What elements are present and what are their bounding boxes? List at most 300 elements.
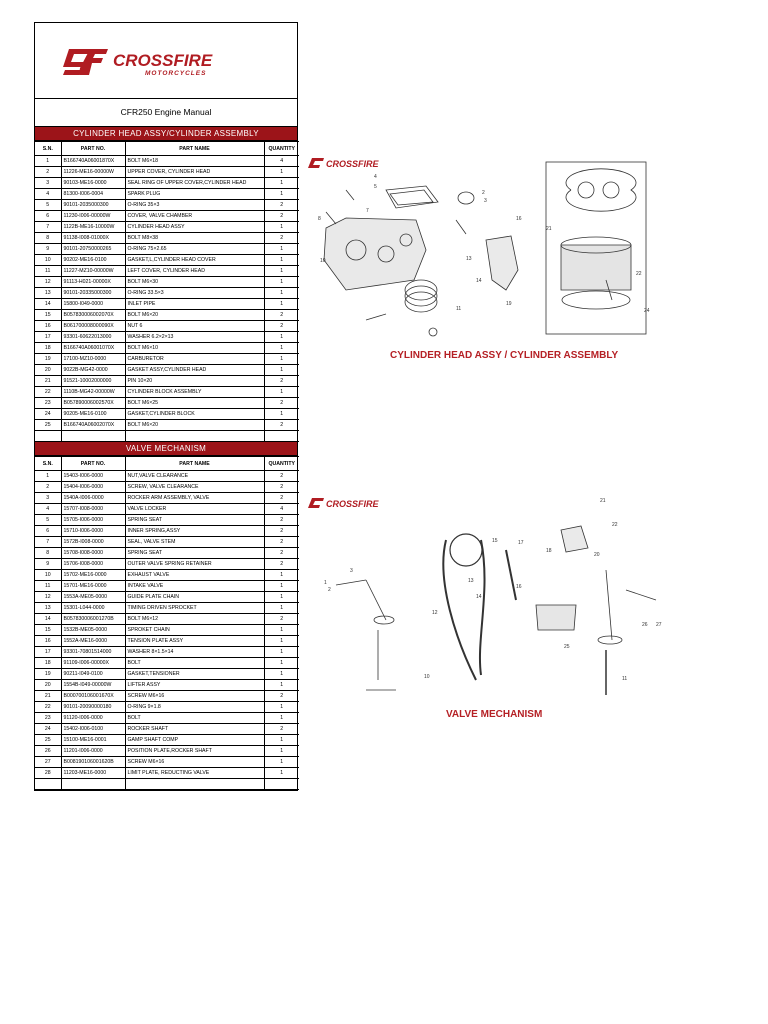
row-part-name: BOLT M6×10 <box>125 343 264 354</box>
row-part-no: B000700106001670X <box>61 691 125 702</box>
table-row <box>35 189 299 200</box>
row-part-no: 91120-I006-0000 <box>61 713 125 724</box>
row-quantity <box>264 779 299 790</box>
brand-logo-area <box>35 23 297 99</box>
row-part-name: O-RING 9×1.8 <box>125 702 264 713</box>
row-quantity: 1 <box>264 581 299 592</box>
table-row <box>35 178 299 189</box>
svg-text:2: 2 <box>482 190 485 196</box>
row-quantity: 2 <box>264 471 299 482</box>
row-part-name: GASKET ASSY,CYLINDER HEAD <box>125 365 264 376</box>
row-part-no: B057830006001270B <box>61 614 125 625</box>
row-part-no: B057890006002570X <box>61 398 125 409</box>
svg-text:4: 4 <box>374 174 377 180</box>
table-row <box>35 471 299 482</box>
row-part-name: GUIDE PLATE CHAIN <box>125 592 264 603</box>
row-part-name: SPARK PLUG <box>125 189 264 200</box>
table-row <box>35 288 299 299</box>
row-part-no <box>61 779 125 790</box>
row-part-name: EXHAUST VALVE <box>125 570 264 581</box>
row-part-name: O-RING 75×2.65 <box>125 244 264 255</box>
row-part-name: BOLT M8×38 <box>125 233 264 244</box>
row-part-no: 15100-ME16-0001 <box>61 735 125 746</box>
row-part-name: SCREW M6×16 <box>125 757 264 768</box>
row-part-name: GAMP SHAFT COMP <box>125 735 264 746</box>
row-quantity: 2 <box>264 526 299 537</box>
row-part-no: 90103-ME16-0000 <box>61 178 125 189</box>
row-sn: 20 <box>35 365 61 376</box>
table-row <box>35 779 299 790</box>
col-header-part-name: PART NAME <box>125 457 264 471</box>
row-quantity: 1 <box>264 299 299 310</box>
row-sn: 9 <box>35 559 61 570</box>
svg-text:18: 18 <box>546 548 552 554</box>
svg-text:2: 2 <box>328 587 331 593</box>
svg-text:11: 11 <box>622 676 628 682</box>
table-row <box>35 354 299 365</box>
row-quantity: 2 <box>264 321 299 332</box>
table-row <box>35 409 299 420</box>
svg-text:16: 16 <box>516 216 522 222</box>
parts-table-valve <box>35 456 299 790</box>
row-part-no <box>61 431 125 442</box>
row-quantity: 4 <box>264 156 299 167</box>
row-sn: 18 <box>35 343 61 354</box>
row-part-no: 15707-I008-0000 <box>61 504 125 515</box>
row-quantity: 1 <box>264 702 299 713</box>
table-row <box>35 376 299 387</box>
col-header-quantity: QUANTITY <box>264 457 299 471</box>
row-quantity: 1 <box>264 669 299 680</box>
row-quantity: 1 <box>264 625 299 636</box>
row-quantity: 2 <box>264 548 299 559</box>
row-part-name: SCREW M6×16 <box>125 691 264 702</box>
col-header-part-no: PART NO. <box>61 142 125 156</box>
row-quantity: 1 <box>264 354 299 365</box>
table-row <box>35 387 299 398</box>
svg-text:12: 12 <box>432 610 438 616</box>
diagram-caption-valve: VALVE MECHANISM <box>446 709 543 720</box>
row-sn: 18 <box>35 658 61 669</box>
row-quantity: 1 <box>264 365 299 376</box>
table-row <box>35 365 299 376</box>
row-sn: 22 <box>35 702 61 713</box>
col-header-sn: S.N. <box>35 142 61 156</box>
row-part-no: 90101-2035000300 <box>61 200 125 211</box>
row-part-no: 1122B-ME16-10000W <box>61 222 125 233</box>
svg-text:13: 13 <box>466 256 472 262</box>
row-part-name: BOLT M6×12 <box>125 614 264 625</box>
row-quantity: 2 <box>264 376 299 387</box>
table-row <box>35 746 299 757</box>
svg-text:16: 16 <box>516 584 522 590</box>
row-part-name: CYLINDER HEAD ASSY <box>125 222 264 233</box>
row-quantity: 1 <box>264 255 299 266</box>
row-sn: 11 <box>35 581 61 592</box>
table-row <box>35 310 299 321</box>
table-row <box>35 233 299 244</box>
table-row <box>35 398 299 409</box>
row-part-name: BOLT <box>125 658 264 669</box>
table-row <box>35 431 299 442</box>
row-part-no: 90101-20750000265 <box>61 244 125 255</box>
table-row <box>35 515 299 526</box>
row-part-no: B008190106001620B <box>61 757 125 768</box>
row-part-no: 11227-MZ10-00000W <box>61 266 125 277</box>
table-row <box>35 757 299 768</box>
row-quantity: 2 <box>264 724 299 735</box>
row-part-name: ROCKER ARM ASSEMBLY, VALVE <box>125 493 264 504</box>
row-part-name: SPRING SEAT <box>125 515 264 526</box>
row-sn: 6 <box>35 211 61 222</box>
row-quantity: 4 <box>264 504 299 515</box>
row-quantity: 1 <box>264 277 299 288</box>
row-quantity: 1 <box>264 332 299 343</box>
row-quantity: 1 <box>264 603 299 614</box>
valve-mechanism-diagram <box>306 490 676 720</box>
table-row <box>35 222 299 233</box>
row-sn: 19 <box>35 354 61 365</box>
table-row <box>35 244 299 255</box>
row-part-no: 90211-I049-0100 <box>61 669 125 680</box>
row-part-name: INLET PIPE <box>125 299 264 310</box>
row-quantity: 2 <box>264 233 299 244</box>
crossfire-logo <box>35 23 297 98</box>
row-sn: 10 <box>35 570 61 581</box>
row-part-no: 1552A-ME16-0000 <box>61 636 125 647</box>
row-sn: 13 <box>35 288 61 299</box>
row-sn: 16 <box>35 636 61 647</box>
diagram-caption-cylinder: CYLINDER HEAD ASSY / CYLINDER ASSEMBLY <box>390 350 619 361</box>
row-part-name: BOLT M6×20 <box>125 420 264 431</box>
svg-text:21: 21 <box>546 226 552 232</box>
row-quantity: 2 <box>264 482 299 493</box>
row-part-name: BOLT M6×25 <box>125 398 264 409</box>
svg-text:21: 21 <box>600 498 606 504</box>
svg-text:14: 14 <box>476 278 482 284</box>
table-row <box>35 713 299 724</box>
svg-text:1: 1 <box>324 580 327 586</box>
row-part-name: POSITION PLATE,ROCKER SHAFT <box>125 746 264 757</box>
table-row <box>35 570 299 581</box>
svg-text:15: 15 <box>492 538 498 544</box>
row-part-name: BOLT M6×30 <box>125 277 264 288</box>
row-part-no: 81300-I006-0004 <box>61 189 125 200</box>
row-part-no: 15702-ME16-0000 <box>61 570 125 581</box>
row-quantity: 2 <box>264 310 299 321</box>
row-part-name: LEFT COVER, CYLINDER HEAD <box>125 266 264 277</box>
table-row <box>35 592 299 603</box>
row-part-no: 15708-I008-0000 <box>61 548 125 559</box>
row-quantity: 1 <box>264 592 299 603</box>
section-header-valve: VALVE MECHANISM <box>35 442 297 456</box>
row-part-name: O-RING 33.5×3 <box>125 288 264 299</box>
row-part-name: NUT,VALVE CLEARANCE <box>125 471 264 482</box>
row-part-name: WASHER 6.2×2×13 <box>125 332 264 343</box>
row-part-no: 91138-I008-01000X <box>61 233 125 244</box>
row-part-no: 11226-ME16-00000W <box>61 167 125 178</box>
table-row <box>35 266 299 277</box>
parts-sheet <box>34 22 298 791</box>
row-part-name: BOLT M6×18 <box>125 156 264 167</box>
svg-text:10: 10 <box>320 258 326 264</box>
row-quantity: 1 <box>264 768 299 779</box>
svg-text:27: 27 <box>656 622 662 628</box>
row-part-name: LIMIT PLATE, REDUCTING VALVE <box>125 768 264 779</box>
svg-text:5: 5 <box>374 184 377 190</box>
row-sn: 10 <box>35 255 61 266</box>
table-row <box>35 614 299 625</box>
row-quantity: 1 <box>264 757 299 768</box>
row-sn: 13 <box>35 603 61 614</box>
table-row <box>35 603 299 614</box>
row-sn: 21 <box>35 376 61 387</box>
row-quantity: 1 <box>264 409 299 420</box>
row-sn: 8 <box>35 548 61 559</box>
row-part-no: 11203-ME16-0000 <box>61 768 125 779</box>
row-sn: 23 <box>35 713 61 724</box>
svg-text:20: 20 <box>594 552 600 558</box>
row-quantity: 2 <box>264 614 299 625</box>
row-sn: 26 <box>35 746 61 757</box>
table-row <box>35 277 299 288</box>
row-sn: 2 <box>35 482 61 493</box>
table-row <box>35 680 299 691</box>
col-header-part-name: PART NAME <box>125 142 264 156</box>
row-part-name: VALVE LOCKER <box>125 504 264 515</box>
parts-table-cylinder <box>35 141 299 442</box>
row-quantity: 1 <box>264 244 299 255</box>
row-sn <box>35 431 61 442</box>
row-quantity: 2 <box>264 559 299 570</box>
row-sn: 15 <box>35 310 61 321</box>
row-sn: 20 <box>35 680 61 691</box>
row-part-name: INNER SPRING,ASSY <box>125 526 264 537</box>
row-part-no: 1540A-I006-0000 <box>61 493 125 504</box>
row-part-name: PIN 10×20 <box>125 376 264 387</box>
row-part-name: OUTER VALVE SPRING RETAINER <box>125 559 264 570</box>
table-row <box>35 482 299 493</box>
table-row <box>35 537 299 548</box>
row-sn: 15 <box>35 625 61 636</box>
row-sn: 2 <box>35 167 61 178</box>
table-row <box>35 504 299 515</box>
table-row <box>35 581 299 592</box>
table-row <box>35 636 299 647</box>
row-sn: 4 <box>35 189 61 200</box>
row-part-no: 15701-ME16-0000 <box>61 581 125 592</box>
row-part-no: 1110B-MG42-00000W <box>61 387 125 398</box>
table-row <box>35 343 299 354</box>
row-quantity: 1 <box>264 680 299 691</box>
row-quantity: 1 <box>264 288 299 299</box>
table-row <box>35 735 299 746</box>
cylinder-head-exploded-view <box>306 150 666 370</box>
svg-text:7: 7 <box>366 208 369 214</box>
diagram-logo: CROSSFIRE <box>326 499 379 509</box>
table-row <box>35 211 299 222</box>
row-quantity: 1 <box>264 636 299 647</box>
col-header-quantity: QUANTITY <box>264 142 299 156</box>
table-row <box>35 548 299 559</box>
row-part-no: 1572B-I008-0000 <box>61 537 125 548</box>
row-quantity: 1 <box>264 343 299 354</box>
table-row <box>35 647 299 658</box>
row-sn: 4 <box>35 504 61 515</box>
svg-text:3: 3 <box>350 568 353 574</box>
row-part-no: B057830006002070X <box>61 310 125 321</box>
row-part-no: B061700008000090X <box>61 321 125 332</box>
svg-text:11: 11 <box>456 306 462 312</box>
row-quantity: 2 <box>264 493 299 504</box>
row-sn: 3 <box>35 493 61 504</box>
row-quantity: 1 <box>264 167 299 178</box>
row-sn: 14 <box>35 299 61 310</box>
table-row <box>35 559 299 570</box>
table-row <box>35 669 299 680</box>
svg-text:8: 8 <box>318 216 321 222</box>
row-quantity: 1 <box>264 713 299 724</box>
row-part-no: 17100-MZ10-0000 <box>61 354 125 365</box>
svg-text:10: 10 <box>424 674 430 680</box>
row-quantity: 1 <box>264 222 299 233</box>
row-sn: 25 <box>35 420 61 431</box>
row-sn: 9 <box>35 244 61 255</box>
row-part-name: ROCKER SHAFT <box>125 724 264 735</box>
section-header-cylinder: CYLINDER HEAD ASSY/CYLINDER ASSEMBLY <box>35 127 297 141</box>
row-part-name: CYLINDER BLOCK ASSEMBLY <box>125 387 264 398</box>
table-row <box>35 702 299 713</box>
row-part-no: 9022B-MG42-0000 <box>61 365 125 376</box>
row-part-no: 15706-I008-0000 <box>61 559 125 570</box>
table-row <box>35 332 299 343</box>
row-part-name: WASHER 8×1.5×14 <box>125 647 264 658</box>
table-row <box>35 321 299 332</box>
row-quantity: 1 <box>264 735 299 746</box>
row-part-name: SCREW, VALVE CLEARANCE <box>125 482 264 493</box>
row-part-name: GASKET,L,CYLINDER HEAD COVER <box>125 255 264 266</box>
row-sn: 11 <box>35 266 61 277</box>
row-quantity: 2 <box>264 691 299 702</box>
diagram-logo: CROSSFIRE <box>326 159 379 169</box>
row-part-no: 15710-I006-0000 <box>61 526 125 537</box>
row-part-name: TIMING DRIVEN SPROCKET <box>125 603 264 614</box>
table-row <box>35 768 299 779</box>
cylinder-head-diagram <box>306 150 666 370</box>
svg-text:3: 3 <box>484 198 487 204</box>
row-part-name: BOLT <box>125 713 264 724</box>
row-sn: 14 <box>35 614 61 625</box>
row-quantity: 1 <box>264 266 299 277</box>
row-part-no: B166740A06001070X <box>61 343 125 354</box>
row-part-name: COVER, VALVE CHAMBER <box>125 211 264 222</box>
row-part-no: 91521-10002000000 <box>61 376 125 387</box>
row-part-name <box>125 431 264 442</box>
row-part-name: GASKET,CYLINDER BLOCK <box>125 409 264 420</box>
row-sn: 25 <box>35 735 61 746</box>
row-quantity: 2 <box>264 398 299 409</box>
row-part-name: NUT 6 <box>125 321 264 332</box>
row-part-name: SPROKET CHAIN <box>125 625 264 636</box>
row-sn: 28 <box>35 768 61 779</box>
row-part-no: B166740A06002070X <box>61 420 125 431</box>
row-part-no: 1554B-I049-00000W <box>61 680 125 691</box>
row-quantity: 1 <box>264 570 299 581</box>
row-sn: 24 <box>35 724 61 735</box>
row-part-name <box>125 779 264 790</box>
row-part-name: SEAL, VALVE STEM <box>125 537 264 548</box>
valve-mechanism-exploded-view <box>306 490 676 720</box>
table-row <box>35 625 299 636</box>
row-part-name: SEAL RING OF UPPER COVER,CYLINDER HEAD <box>125 178 264 189</box>
row-quantity: 1 <box>264 387 299 398</box>
table-row <box>35 255 299 266</box>
table-row <box>35 420 299 431</box>
row-quantity: 2 <box>264 211 299 222</box>
row-sn: 6 <box>35 526 61 537</box>
row-part-no: 93301-70801514000 <box>61 647 125 658</box>
row-quantity <box>264 431 299 442</box>
table-row <box>35 156 299 167</box>
row-sn: 22 <box>35 387 61 398</box>
table-row <box>35 493 299 504</box>
svg-text:19: 19 <box>506 301 512 307</box>
row-quantity: 1 <box>264 647 299 658</box>
row-part-no: 91113-H021-00000X <box>61 277 125 288</box>
svg-text:22: 22 <box>612 522 618 528</box>
row-part-no: B166740A06001870X <box>61 156 125 167</box>
row-part-no: 11201-I006-0000 <box>61 746 125 757</box>
row-part-no: 15404-I006-0000 <box>61 482 125 493</box>
svg-text:24: 24 <box>644 308 650 314</box>
row-sn <box>35 779 61 790</box>
row-sn: 5 <box>35 515 61 526</box>
row-part-name: TENSION PLATE ASSY <box>125 636 264 647</box>
row-part-no: 15705-I006-0000 <box>61 515 125 526</box>
row-part-no: 15301-L044-0000 <box>61 603 125 614</box>
table-row <box>35 691 299 702</box>
brand-subtitle: MOTORCYCLES <box>145 70 207 77</box>
row-sn: 1 <box>35 471 61 482</box>
row-part-no: 90101-20090000180 <box>61 702 125 713</box>
row-part-no: 15402-I006-0100 <box>61 724 125 735</box>
row-part-name: O-RING 35×3 <box>125 200 264 211</box>
col-header-sn: S.N. <box>35 457 61 471</box>
row-sn: 23 <box>35 398 61 409</box>
row-sn: 27 <box>35 757 61 768</box>
row-part-no: 15800-I049-0000 <box>61 299 125 310</box>
row-part-name: GASKET,TENSIONER <box>125 669 264 680</box>
row-quantity: 1 <box>264 658 299 669</box>
row-part-name: SPRING SEAT <box>125 548 264 559</box>
table-row <box>35 526 299 537</box>
row-sn: 16 <box>35 321 61 332</box>
row-sn: 17 <box>35 647 61 658</box>
row-sn: 24 <box>35 409 61 420</box>
svg-text:17: 17 <box>518 540 524 546</box>
table-row <box>35 724 299 735</box>
row-part-no: 1553A-ME05-0000 <box>61 592 125 603</box>
brand-name: CROSSFIRE <box>113 51 213 70</box>
manual-title: CFR250 Engine Manual <box>35 99 297 127</box>
table-row <box>35 299 299 310</box>
svg-text:26: 26 <box>642 622 648 628</box>
row-sn: 17 <box>35 332 61 343</box>
row-part-name: UPPER COVER, CYLINDER HEAD <box>125 167 264 178</box>
svg-text:14: 14 <box>476 594 482 600</box>
row-quantity: 1 <box>264 178 299 189</box>
row-sn: 8 <box>35 233 61 244</box>
